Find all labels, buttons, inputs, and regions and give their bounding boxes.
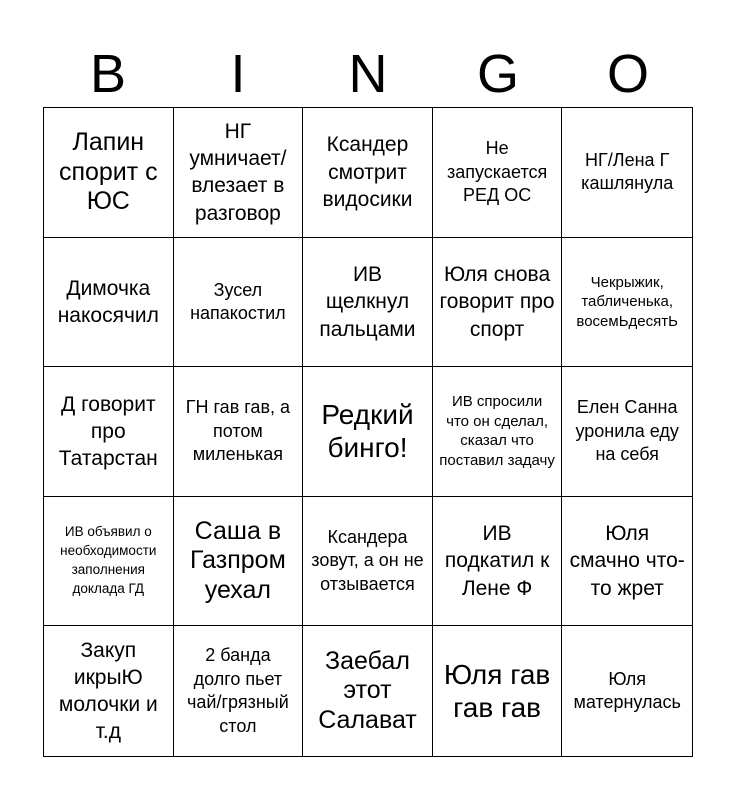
bingo-cell[interactable]: ГН гав гав, а потом миленькая — [174, 367, 304, 497]
bingo-title — [43, 40, 693, 108]
bingo-cell[interactable]: Закуп икрыЮ молочки и т.д — [44, 626, 174, 756]
bingo-cell[interactable]: Не запускается РЕД ОС — [433, 108, 563, 238]
bingo-cell[interactable]: Чекрыжик, табличенька, восемЬдесятЬ — [562, 238, 692, 368]
title-letter-o: O — [606, 44, 649, 104]
bingo-cell[interactable]: Саша в Газпром уехал — [174, 497, 304, 627]
bingo-cell[interactable]: Д говорит про Татарстан — [44, 367, 174, 497]
bingo-cell[interactable]: Заебал этот Салават — [303, 626, 433, 756]
title-letter-g: G — [476, 44, 519, 104]
bingo-cell[interactable]: Юля матернулась — [573, 668, 681, 713]
bingo-cell[interactable]: ИВ щелкнул пальцами — [303, 238, 433, 368]
title-letter-n: N — [348, 44, 388, 104]
bingo-cell[interactable]: 2 банда долго пьет чай/грязный стол — [174, 626, 304, 756]
bingo-cell[interactable]: Лапин спорит с ЮС — [44, 108, 174, 238]
bingo-cell[interactable]: Юля смачно что-то жрет — [562, 497, 692, 627]
bingo-cell[interactable]: ИВ подкатил к Лене Ф — [433, 497, 563, 627]
bingo-cell[interactable]: Юля снова говорит про спорт — [433, 238, 563, 368]
bingo-cell[interactable]: НГ/Лена Г кашлянула — [562, 108, 692, 238]
title-letter-i: I — [230, 44, 246, 104]
free-space-cell[interactable]: Редкий бинго! — [303, 367, 433, 497]
bingo-cell[interactable]: Ксандер смотрит видосики — [303, 108, 433, 238]
bingo-cell[interactable]: Елен Санна уронила еду на себя — [562, 367, 692, 497]
bingo-cell[interactable]: НГ умничает/ влезает в разговор — [174, 108, 304, 238]
title-letter-b: B — [89, 44, 127, 104]
bingo-cell[interactable]: Зусел напакостил — [174, 238, 304, 368]
bingo-cell[interactable]: ИВ объявил о необходимости заполнения доклада ГД — [44, 497, 174, 627]
bingo-cell[interactable]: Димочка накосячил — [44, 238, 174, 368]
bingo-cell[interactable]: Юля гав гав гав — [433, 626, 563, 756]
bingo-cell[interactable]: ИВ спросили что он сделал, сказал что поставил задачу — [433, 367, 563, 497]
bingo-cell[interactable]: Ксандера зовут, а он не отзывается — [303, 497, 433, 627]
bingo-card — [43, 107, 693, 757]
